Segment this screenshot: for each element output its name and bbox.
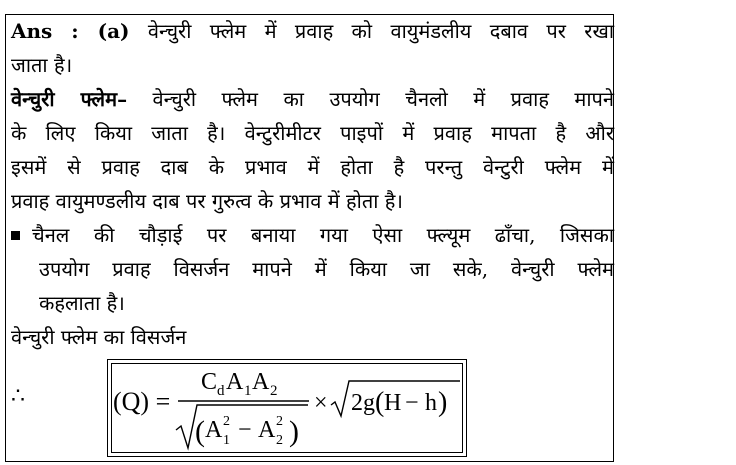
bullet-line-2: उपयोग प्रवाह विसर्जन मापने में किया जा सके, वेन्चुरी फ्लेम [39, 257, 614, 281]
svg-text:1: 1 [244, 383, 252, 399]
svg-text:1: 1 [223, 433, 230, 448]
svg-text:h: h [425, 390, 437, 416]
formula-lhs: (Q) = [113, 387, 171, 416]
svg-text:): ) [289, 415, 299, 448]
svg-text:−: − [405, 390, 419, 416]
svg-text:H: H [384, 390, 402, 416]
answer-label: Ans : (a) [11, 19, 130, 43]
svg-text:): ) [438, 387, 448, 418]
svg-text:(: ( [375, 387, 385, 418]
formula-box [107, 359, 467, 457]
svg-text:A: A [258, 417, 276, 443]
discharge-heading: वेन्चुरी फ्लेम का विसर्जन [11, 325, 187, 349]
answer-line-1 [11, 14, 614, 48]
definition-line-4: प्रवाह वायुमण्डलीय दाब पर गुरुत्व के प्रभाव में होता है। [11, 189, 403, 213]
svg-text:(: ( [195, 415, 205, 448]
bullet-square-icon [11, 231, 20, 240]
svg-text:2: 2 [270, 383, 278, 399]
definition-text-1: वेन्चुरी फ्लेम का उपयोग चैनलो में प्रवाह मापने [152, 87, 614, 111]
bullet-text-1: चैनल की चौड़ाई पर बनाया गया ऐसा फ्ल्यूम ढाँचा, जिसका [32, 223, 614, 247]
svg-text:C: C [201, 369, 218, 395]
svg-text:d: d [217, 383, 225, 399]
svg-text:2g: 2g [351, 390, 375, 416]
svg-text:A: A [205, 417, 223, 443]
bullet-line-1 [11, 218, 614, 252]
definition-line-3: इसमें से प्रवाह दाब के प्रभाव में होता है परन्तु वेन्टुरी फ्लेम में [11, 155, 614, 179]
svg-text:2: 2 [223, 414, 230, 429]
definition-line-2: के लिए किया जाता है। वेन्टुरीमीटर पाइपों में प्रवाह मापता है और [11, 121, 614, 145]
svg-text:A: A [226, 369, 244, 395]
svg-text:2: 2 [276, 414, 283, 429]
svg-text:2: 2 [276, 433, 283, 448]
svg-text:A: A [252, 369, 270, 395]
svg-text:−: − [238, 417, 252, 443]
therefore-symbol: ∴ [11, 384, 25, 409]
bullet-line-3: कहलाता है। [39, 291, 125, 315]
svg-text:×: × [314, 390, 328, 416]
answer-line-2: जाता है। [11, 53, 73, 77]
definition-heading: वेन्चुरी फ्लेम– [11, 87, 128, 111]
definition-line-1 [11, 82, 614, 116]
formula-inner-border [111, 363, 463, 453]
answer-text-1: वेन्चुरी फ्लेम में प्रवाह को वायुमंडलीय दबाव पर रखा [147, 19, 615, 43]
